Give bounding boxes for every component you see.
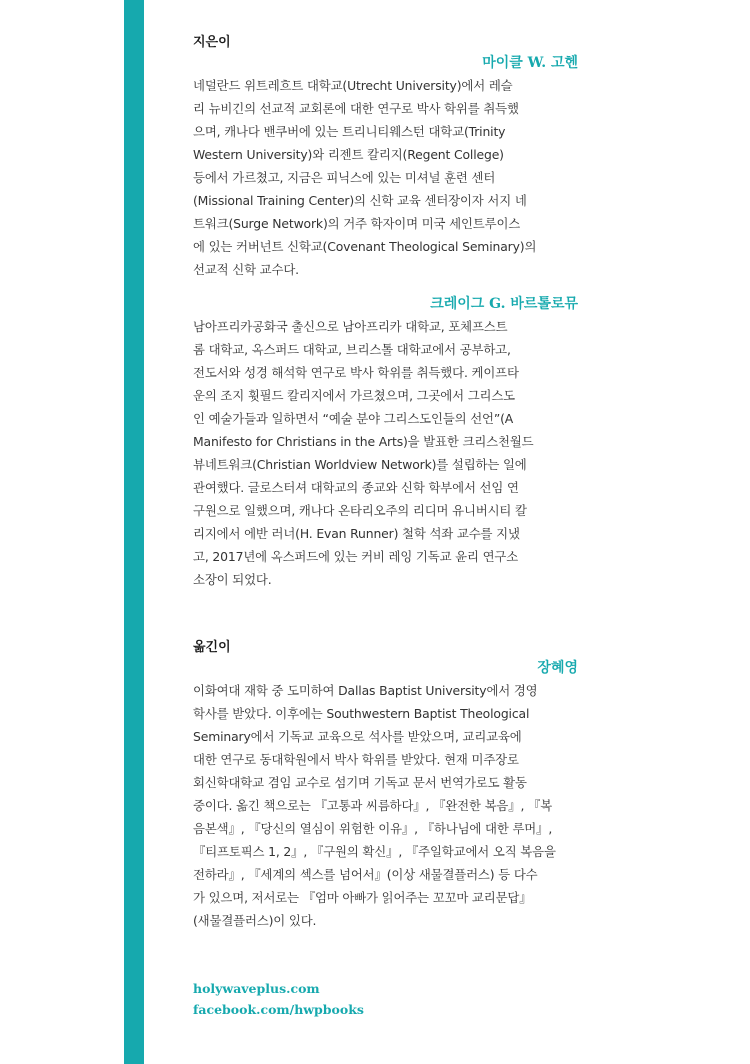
bio-line: 고, 2017년에 옥스퍼드에 있는 커비 레잉 기독교 윤리 연구소 — [193, 549, 519, 564]
bio-line: 가 있으며, 저서로는 『엄마 아빠가 읽어주는 꼬꼬마 교리문답』 — [193, 890, 532, 905]
bio-line: 전도서와 성경 해석학 연구로 박사 학위를 취득했다. 케이프타 — [193, 365, 519, 380]
bio-line: 학사를 받았다. 이후에는 Southwestern Baptist Theological — [193, 706, 530, 721]
author-bio-1 — [193, 74, 578, 281]
bio-line: 에 있는 커버넌트 신학교(Covenant Theological Seminary)의 — [193, 239, 537, 254]
facebook-link[interactable]: facebook.com/hwpbooks — [193, 1002, 364, 1017]
bio-line: 으며, 캐나다 밴쿠버에 있는 트리니티웨스턴 대학교(Trinity — [193, 124, 506, 139]
bio-line: 남아프리카공화국 출신으로 남아프리카 대학교, 포체프스트 — [193, 319, 508, 334]
bio-line: 네덜란드 위트레흐트 대학교(Utrecht University)에서 레슬 — [193, 78, 513, 93]
bio-line: 인 예술가들과 일하면서 “예술 분야 그리스도인들의 선언”(A — [193, 411, 514, 426]
bio-line: 중이다. 옮긴 책으로는 『고통과 씨름하다』, 『완전한 복음』, 『복 — [193, 798, 553, 813]
bio-line: 소장이 되었다. — [193, 572, 272, 587]
author-name-1: 마이클 W. 고헨 — [482, 55, 578, 71]
bio-line: Manifesto for Christians in the Arts)을 발표한 크리스천월드 — [193, 434, 534, 449]
author-block-2 — [193, 294, 578, 591]
bio-line: 『티프토픽스 1, 2』, 『구원의 확신』, 『주일학교에서 오직 복음을 — [193, 844, 556, 859]
spacer — [193, 591, 578, 639]
publisher-links — [193, 978, 364, 1020]
spacer — [193, 281, 578, 293]
bio-line: 이화여대 재학 중 도미하여 Dallas Baptist University에서 경영 — [193, 683, 538, 698]
bio-line: 운의 조지 휫필드 칼리지에서 가르쳤으며, 그곳에서 그리스도 — [193, 388, 516, 403]
author-block-1 — [193, 53, 578, 281]
bio-line: Seminary에서 기독교 교육으로 석사를 받았으며, 교리교육에 — [193, 729, 522, 744]
bio-line: 트워크(Surge Network)의 거주 학자이며 미국 세인트루이스 — [193, 216, 521, 231]
bio-line: 대한 연구로 동대학원에서 박사 학위를 받았다. 현재 미주장로 — [193, 752, 519, 767]
bio-line: 선교적 신학 교수다. — [193, 262, 299, 277]
accent-side-bar — [124, 0, 144, 1064]
bio-line: 리지에서 에반 러너(H. Evan Runner) 철학 석좌 교수를 지냈 — [193, 526, 520, 541]
author-section-label: 지은이 — [193, 35, 231, 50]
bio-line: 뷰네트워크(Christian Worldview Network)를 설립하는 일에 — [193, 457, 527, 472]
translator-section-label: 옮긴이 — [193, 640, 231, 655]
bio-line: 리 뉴비긴의 선교적 교회론에 대한 연구로 박사 학위를 취득했 — [193, 101, 519, 116]
bio-line: 전하라』, 『세계의 섹스를 넘어서』(이상 새물결플러스) 등 다수 — [193, 867, 538, 882]
bio-content — [193, 34, 578, 932]
translator-bio — [193, 679, 578, 932]
bio-line: (새물결플러스)이 있다. — [193, 913, 317, 928]
author-bio-2 — [193, 315, 578, 591]
bio-line: 등에서 가르쳤고, 지금은 피닉스에 있는 미셔널 훈련 센터 — [193, 170, 496, 185]
website-link[interactable]: holywaveplus.com — [193, 981, 320, 996]
bio-line: 음본색』, 『당신의 열심이 위험한 이유』, 『하나님에 대한 루머』, — [193, 821, 553, 836]
bio-line: (Missional Training Center)의 신학 교육 센터장이자 서지 네 — [193, 193, 527, 208]
bio-line: 롬 대학교, 옥스퍼드 대학교, 브리스톨 대학교에서 공부하고, — [193, 342, 511, 357]
translator-name: 장혜영 — [537, 660, 578, 676]
bio-line: 회신학대학교 겸임 교수로 섬기며 기독교 문서 번역가로도 활동 — [193, 775, 527, 790]
bio-line: Western University)와 리젠트 칼리지(Regent College) — [193, 147, 504, 162]
translator-block — [193, 658, 578, 932]
author-name-2: 크레이그 G. 바르톨로뮤 — [430, 296, 578, 312]
bio-line: 구원으로 일했으며, 캐나다 온타리오주의 리디머 유니버시티 칼 — [193, 503, 527, 518]
bio-line: 관여했다. 글로스터셔 대학교의 종교와 신학 학부에서 선임 연 — [193, 480, 519, 495]
